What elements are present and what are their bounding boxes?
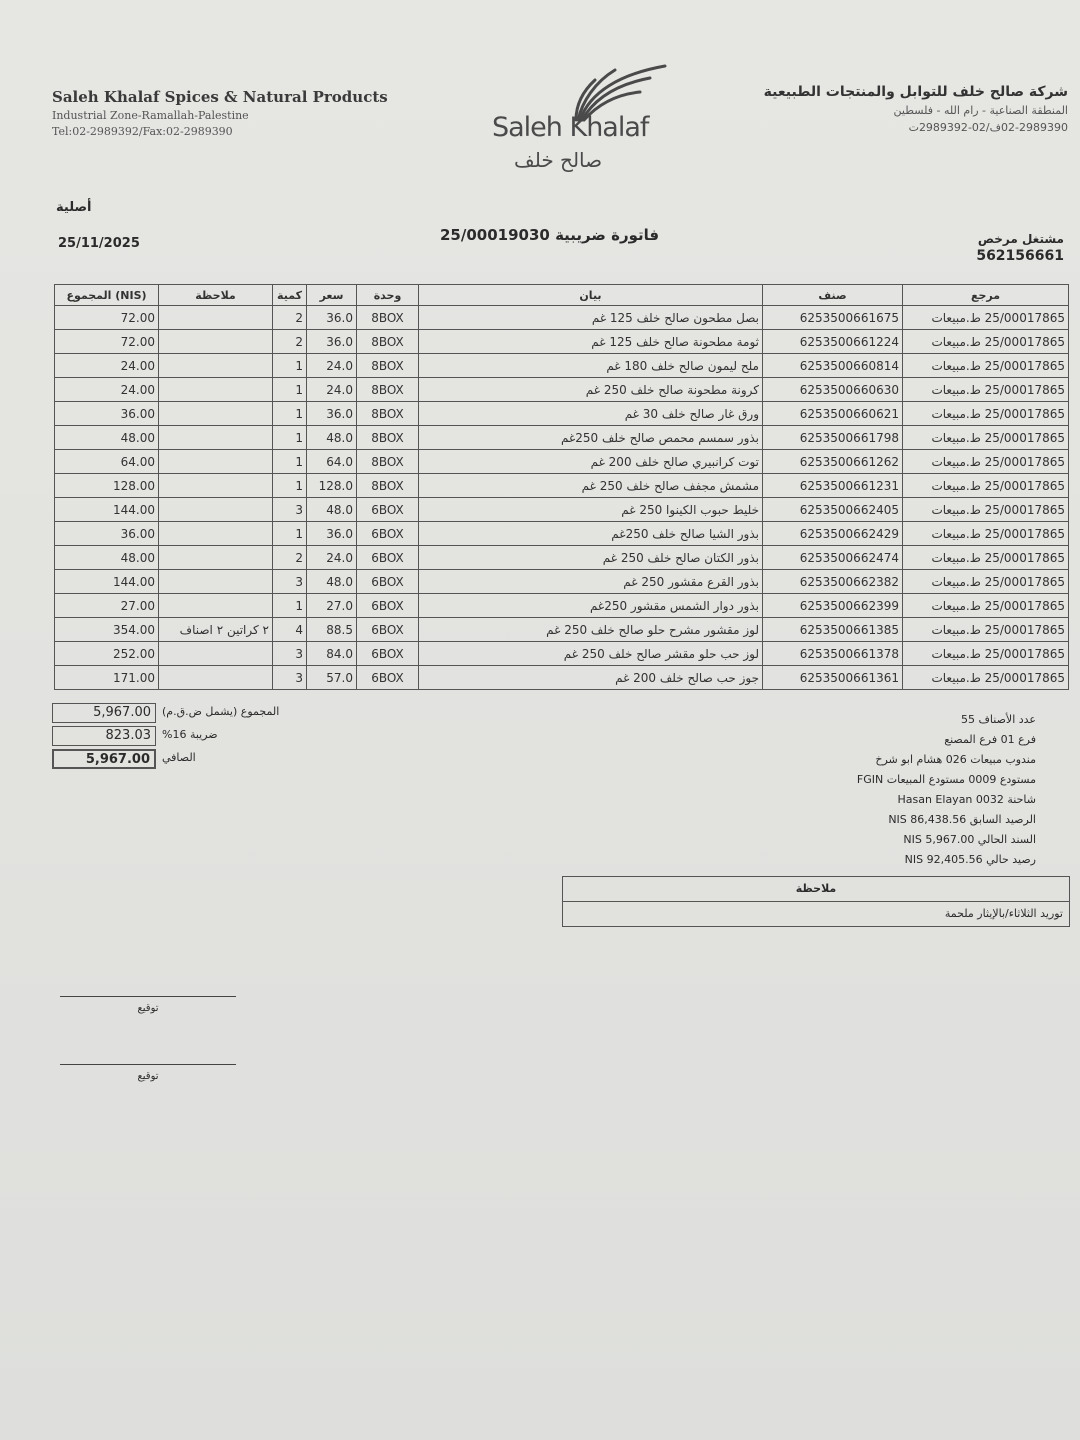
note-cell xyxy=(159,378,273,402)
ref-cell: 25/00017865 ط.مبيعات xyxy=(903,498,1069,522)
qty-cell: 3 xyxy=(273,666,307,690)
item-code-cell: 6253500661361 xyxy=(763,666,903,690)
col-header-price: سعر xyxy=(307,285,357,306)
warehouse: مستودع 0009 مستودع المبيعات FGIN xyxy=(856,773,1036,786)
ref-cell: 25/00017865 ط.مبيعات xyxy=(903,450,1069,474)
branch: فرع 01 فرع المصنع xyxy=(944,733,1036,746)
note-cell xyxy=(159,594,273,618)
notes-header: ملاحظة xyxy=(563,877,1069,902)
desc-cell: ثومة مطحونة صالح خلف 125 غم xyxy=(419,330,763,354)
desc-cell: لوز حب حلو مقشر صالح خلف 250 غم xyxy=(419,642,763,666)
qty-cell: 2 xyxy=(273,546,307,570)
table-row xyxy=(55,522,1069,546)
unit-cell: 6BOX xyxy=(357,666,419,690)
unit-cell: 8BOX xyxy=(357,450,419,474)
item-code-cell: 6253500660621 xyxy=(763,402,903,426)
price-cell: 88.5 xyxy=(307,618,357,642)
total-cell: 354.00 xyxy=(55,618,159,642)
total-cell: 24.00 xyxy=(55,354,159,378)
net-label: الصافي xyxy=(162,751,196,764)
invoice-title: فاتورة ضريبية 25/00019030 xyxy=(440,226,660,244)
price-cell: 128.0 xyxy=(307,474,357,498)
desc-cell: كرونة مطحونة صالح خلف 250 غم xyxy=(419,378,763,402)
table-row xyxy=(55,354,1069,378)
unit-cell: 6BOX xyxy=(357,522,419,546)
price-cell: 36.0 xyxy=(307,402,357,426)
unit-cell: 6BOX xyxy=(357,498,419,522)
notes-body: توريد الثلاثاء/بالإيثار ملحمة xyxy=(944,907,1063,920)
table-header-row xyxy=(55,285,1069,306)
desc-cell: توت كرانبيري صالح خلف 200 غم xyxy=(419,450,763,474)
price-cell: 36.0 xyxy=(307,306,357,330)
current-balance: رصيد حالي 92,405.56 NIS xyxy=(904,853,1036,866)
desc-cell: ورق غار صالح خلف 30 غم xyxy=(419,402,763,426)
total-cell: 252.00 xyxy=(55,642,159,666)
price-cell: 24.0 xyxy=(307,354,357,378)
price-cell: 36.0 xyxy=(307,330,357,354)
logo-text-ar: صالح خلف xyxy=(514,148,603,172)
col-header-qty: كمية xyxy=(273,285,307,306)
qty-cell: 1 xyxy=(273,378,307,402)
desc-cell: بذور القرع مقشور 250 غم xyxy=(419,570,763,594)
price-cell: 84.0 xyxy=(307,642,357,666)
items-count: عدد الأصناف 55 xyxy=(961,713,1036,726)
qty-cell: 2 xyxy=(273,330,307,354)
table-row xyxy=(55,306,1069,330)
ref-cell: 25/00017865 ط.مبيعات xyxy=(903,618,1069,642)
customer-info xyxy=(976,232,1064,264)
total-cell: 36.00 xyxy=(55,522,159,546)
total-cell: 36.00 xyxy=(55,402,159,426)
company-address-en: Industrial Zone-Ramallah-Palestine xyxy=(52,109,249,122)
total-cell: 128.00 xyxy=(55,474,159,498)
desc-cell: بصل مطحون صالح خلف 125 غم xyxy=(419,306,763,330)
ref-cell: 25/00017865 ط.مبيعات xyxy=(903,570,1069,594)
total-cell: 48.00 xyxy=(55,546,159,570)
ref-cell: 25/00017865 ط.مبيعات xyxy=(903,378,1069,402)
qty-cell: 1 xyxy=(273,522,307,546)
qty-cell: 1 xyxy=(273,402,307,426)
item-code-cell: 6253500661231 xyxy=(763,474,903,498)
table-row xyxy=(55,570,1069,594)
total-cell: 144.00 xyxy=(55,498,159,522)
item-code-cell: 6253500662429 xyxy=(763,522,903,546)
desc-cell: بذور الكتان صالح خلف 250 غم xyxy=(419,546,763,570)
item-code-cell: 6253500662382 xyxy=(763,570,903,594)
ref-cell: 25/00017865 ط.مبيعات xyxy=(903,522,1069,546)
table-row xyxy=(55,666,1069,690)
note-cell xyxy=(159,354,273,378)
table-row xyxy=(55,642,1069,666)
company-name-en: Saleh Khalaf Spices & Natural Products xyxy=(52,88,388,106)
qty-cell: 3 xyxy=(273,570,307,594)
table-row xyxy=(55,378,1069,402)
unit-cell: 8BOX xyxy=(357,330,419,354)
note-cell xyxy=(159,546,273,570)
table-row xyxy=(55,474,1069,498)
price-cell: 27.0 xyxy=(307,594,357,618)
price-cell: 48.0 xyxy=(307,498,357,522)
note-cell xyxy=(159,522,273,546)
company-address-ar: المنطقة الصناعية - رام الله - فلسطين xyxy=(893,104,1068,117)
company-phone-en: Tel:02-2989392/Fax:02-2989390 xyxy=(52,125,233,138)
notes-box xyxy=(562,876,1070,927)
unit-cell: 8BOX xyxy=(357,354,419,378)
desc-cell: لوز مقشور مشرح حلو صالح خلف 250 غم xyxy=(419,618,763,642)
item-code-cell: 6253500660630 xyxy=(763,378,903,402)
item-code-cell: 6253500661675 xyxy=(763,306,903,330)
qty-cell: 1 xyxy=(273,354,307,378)
note-cell xyxy=(159,450,273,474)
unit-cell: 8BOX xyxy=(357,402,419,426)
customer-number: 562156661 xyxy=(976,248,1064,264)
price-cell: 48.0 xyxy=(307,426,357,450)
company-header-en xyxy=(52,88,432,138)
total-cell: 72.00 xyxy=(55,330,159,354)
price-cell: 24.0 xyxy=(307,378,357,402)
total-cell: 144.00 xyxy=(55,570,159,594)
qty-cell: 2 xyxy=(273,306,307,330)
note-cell xyxy=(159,330,273,354)
table-row xyxy=(55,594,1069,618)
total-cell: 48.00 xyxy=(55,426,159,450)
qty-cell: 4 xyxy=(273,618,307,642)
ref-cell: 25/00017865 ط.مبيعات xyxy=(903,546,1069,570)
company-header-ar xyxy=(728,84,1068,134)
total-cell: 171.00 xyxy=(55,666,159,690)
unit-cell: 8BOX xyxy=(357,378,419,402)
price-cell: 48.0 xyxy=(307,570,357,594)
desc-cell: بذور الشيا صالح خلف 250غم xyxy=(419,522,763,546)
signature-line-1: توقيع xyxy=(60,996,236,1014)
price-cell: 36.0 xyxy=(307,522,357,546)
sales-rep: مندوب مبيعات 026 هشام ابو شرخ xyxy=(875,753,1036,766)
table-row xyxy=(55,450,1069,474)
table-row xyxy=(55,402,1069,426)
table-row xyxy=(55,330,1069,354)
tax-label: ضريبة 16% xyxy=(162,728,218,741)
note-cell xyxy=(159,642,273,666)
item-code-cell: 6253500661385 xyxy=(763,618,903,642)
tax-value: 823.03 xyxy=(52,726,156,746)
note-cell xyxy=(159,570,273,594)
qty-cell: 3 xyxy=(273,642,307,666)
ref-cell: 25/00017865 ط.مبيعات xyxy=(903,474,1069,498)
ref-cell: 25/00017865 ط.مبيعات xyxy=(903,594,1069,618)
unit-cell: 6BOX xyxy=(357,570,419,594)
current-invoice-amount: السند الحالي 5,967.00 NIS xyxy=(903,833,1036,846)
note-cell xyxy=(159,498,273,522)
invoice-summary xyxy=(736,713,1036,873)
item-code-cell: 6253500661262 xyxy=(763,450,903,474)
table-row xyxy=(55,426,1069,450)
table-row xyxy=(55,618,1069,642)
desc-cell: خليط حبوب الكينوا 250 غم xyxy=(419,498,763,522)
note-cell xyxy=(159,666,273,690)
price-cell: 57.0 xyxy=(307,666,357,690)
note-cell xyxy=(159,426,273,450)
ref-cell: 25/00017865 ط.مبيعات xyxy=(903,330,1069,354)
unit-cell: 8BOX xyxy=(357,306,419,330)
ref-cell: 25/00017865 ط.مبيعات xyxy=(903,666,1069,690)
col-header-unit: وحدة xyxy=(357,285,419,306)
logo-text-en: Saleh Khalaf xyxy=(492,112,649,143)
note-cell: ٢ كراتين ٢ اصناف xyxy=(159,618,273,642)
ref-cell: 25/00017865 ط.مبيعات xyxy=(903,402,1069,426)
unit-cell: 8BOX xyxy=(357,426,419,450)
net-value: 5,967.00 xyxy=(52,749,156,769)
qty-cell: 3 xyxy=(273,498,307,522)
item-code-cell: 6253500661378 xyxy=(763,642,903,666)
company-logo xyxy=(490,62,690,177)
invoice-date: 25/11/2025 xyxy=(58,236,140,251)
table-row xyxy=(55,546,1069,570)
total-sum-label: المجموع (يشمل ض.ق.م) xyxy=(162,705,280,718)
qty-cell: 1 xyxy=(273,594,307,618)
copy-label: أصلية xyxy=(56,200,92,215)
qty-cell: 1 xyxy=(273,426,307,450)
note-cell xyxy=(159,474,273,498)
ref-cell: 25/00017865 ط.مبيعات xyxy=(903,642,1069,666)
total-sum-value: 5,967.00 xyxy=(52,703,156,723)
customer-label: مشتغل مرخص xyxy=(977,232,1064,246)
ref-cell: 25/00017865 ط.مبيعات xyxy=(903,426,1069,450)
ref-cell: 25/00017865 ط.مبيعات xyxy=(903,306,1069,330)
total-cell: 27.00 xyxy=(55,594,159,618)
price-cell: 64.0 xyxy=(307,450,357,474)
item-code-cell: 6253500660814 xyxy=(763,354,903,378)
col-header-item: صنف xyxy=(763,285,903,306)
company-name-ar: شركة صالح خلف للتوابل والمنتجات الطبيعية xyxy=(763,84,1068,100)
desc-cell: بذور سمسم محمص صالح خلف 250غم xyxy=(419,426,763,450)
total-cell: 72.00 xyxy=(55,306,159,330)
unit-cell: 8BOX xyxy=(357,474,419,498)
total-cell: 24.00 xyxy=(55,378,159,402)
unit-cell: 6BOX xyxy=(357,642,419,666)
col-header-note: ملاحظة xyxy=(159,285,273,306)
item-code-cell: 6253500662474 xyxy=(763,546,903,570)
previous-balance: الرصيد السابق 86,438.56 NIS xyxy=(888,813,1036,826)
signature-line-2: توقيع xyxy=(60,1064,236,1082)
col-header-desc: بيان xyxy=(419,285,763,306)
item-code-cell: 6253500662405 xyxy=(763,498,903,522)
table-row xyxy=(55,498,1069,522)
qty-cell: 1 xyxy=(273,450,307,474)
desc-cell: ملح ليمون صالح خلف 180 غم xyxy=(419,354,763,378)
item-code-cell: 6253500662399 xyxy=(763,594,903,618)
total-cell: 64.00 xyxy=(55,450,159,474)
item-code-cell: 6253500661798 xyxy=(763,426,903,450)
desc-cell: مشمش مجفف صالح خلف 250 غم xyxy=(419,474,763,498)
col-header-total: المجموع (NIS) xyxy=(55,285,159,306)
desc-cell: جوز حب صالح خلف 200 غم xyxy=(419,666,763,690)
ref-cell: 25/00017865 ط.مبيعات xyxy=(903,354,1069,378)
items-table xyxy=(54,284,1069,690)
note-cell xyxy=(159,306,273,330)
desc-cell: بذور دوار الشمس مقشور 250غم xyxy=(419,594,763,618)
unit-cell: 6BOX xyxy=(357,618,419,642)
unit-cell: 6BOX xyxy=(357,546,419,570)
qty-cell: 1 xyxy=(273,474,307,498)
company-phone-ar: 02-2989390ف/02-2989392ت xyxy=(908,121,1068,134)
item-code-cell: 6253500661224 xyxy=(763,330,903,354)
col-header-ref: مرجع xyxy=(903,285,1069,306)
truck: شاحنة Hasan Elayan 0032 xyxy=(897,793,1036,806)
unit-cell: 6BOX xyxy=(357,594,419,618)
note-cell xyxy=(159,402,273,426)
price-cell: 24.0 xyxy=(307,546,357,570)
